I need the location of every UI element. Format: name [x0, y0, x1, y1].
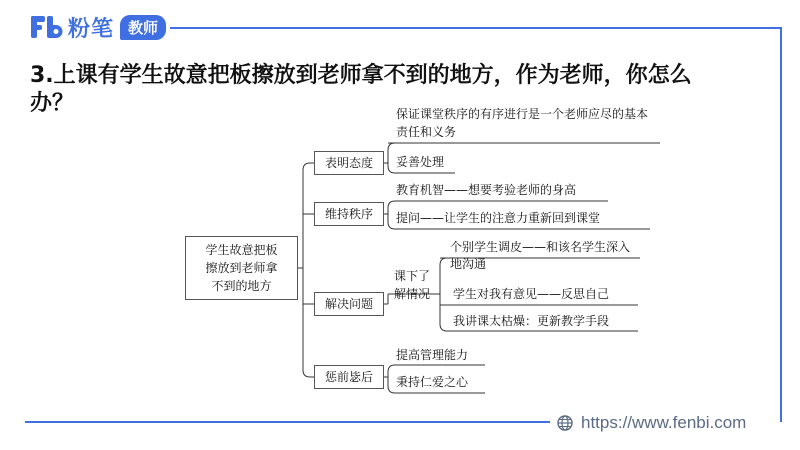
mindmap-root-node: 学生故意把板擦放到老师拿不到的地方 [185, 236, 298, 300]
brand-tag: 教师 [120, 15, 166, 40]
globe-icon [557, 415, 573, 431]
leaf-order-question: 提问——让学生的注意力重新回到课堂 [396, 211, 601, 225]
footer-website[interactable] [557, 412, 746, 434]
branch-node-prevent: 惩前毖后 [314, 365, 384, 389]
leaf-solve-naughty: 个别学生调皮——和该名学生深入地沟通 [450, 240, 631, 271]
leaf-attitude-handle: 妥善处理 [396, 155, 445, 169]
branch-node-order: 维持秩序 [314, 202, 384, 226]
branch-node-attitude: 表明态度 [314, 151, 384, 175]
leaf-order-wit: 教育机智——想要考验老师的身高 [396, 183, 577, 197]
sub-node-learn-situation: 课下了解情况 [394, 269, 431, 301]
leaf-solve-teaching: 我讲课太枯燥：更新教学手段 [453, 314, 610, 328]
footer-url[interactable]: https://www.fenbi.com [581, 413, 747, 432]
leaf-prevent-management: 提高管理能力 [396, 348, 469, 362]
question-title: 3.上课有学生故意把板擦放到老师拿不到的地方，作为老师，你怎么办？ [30, 63, 692, 116]
brand-name: 粉笔 [68, 16, 115, 42]
leaf-solve-reflect: 学生对我有意见——反思自己 [453, 287, 610, 301]
leaf-prevent-kindness: 秉持仁爱之心 [396, 375, 469, 389]
leaf-attitude-duty: 保证课堂秩序的有序进行是一个老师应尽的基本责任和义务 [396, 107, 649, 139]
branch-node-solve: 解决问题 [314, 292, 384, 316]
